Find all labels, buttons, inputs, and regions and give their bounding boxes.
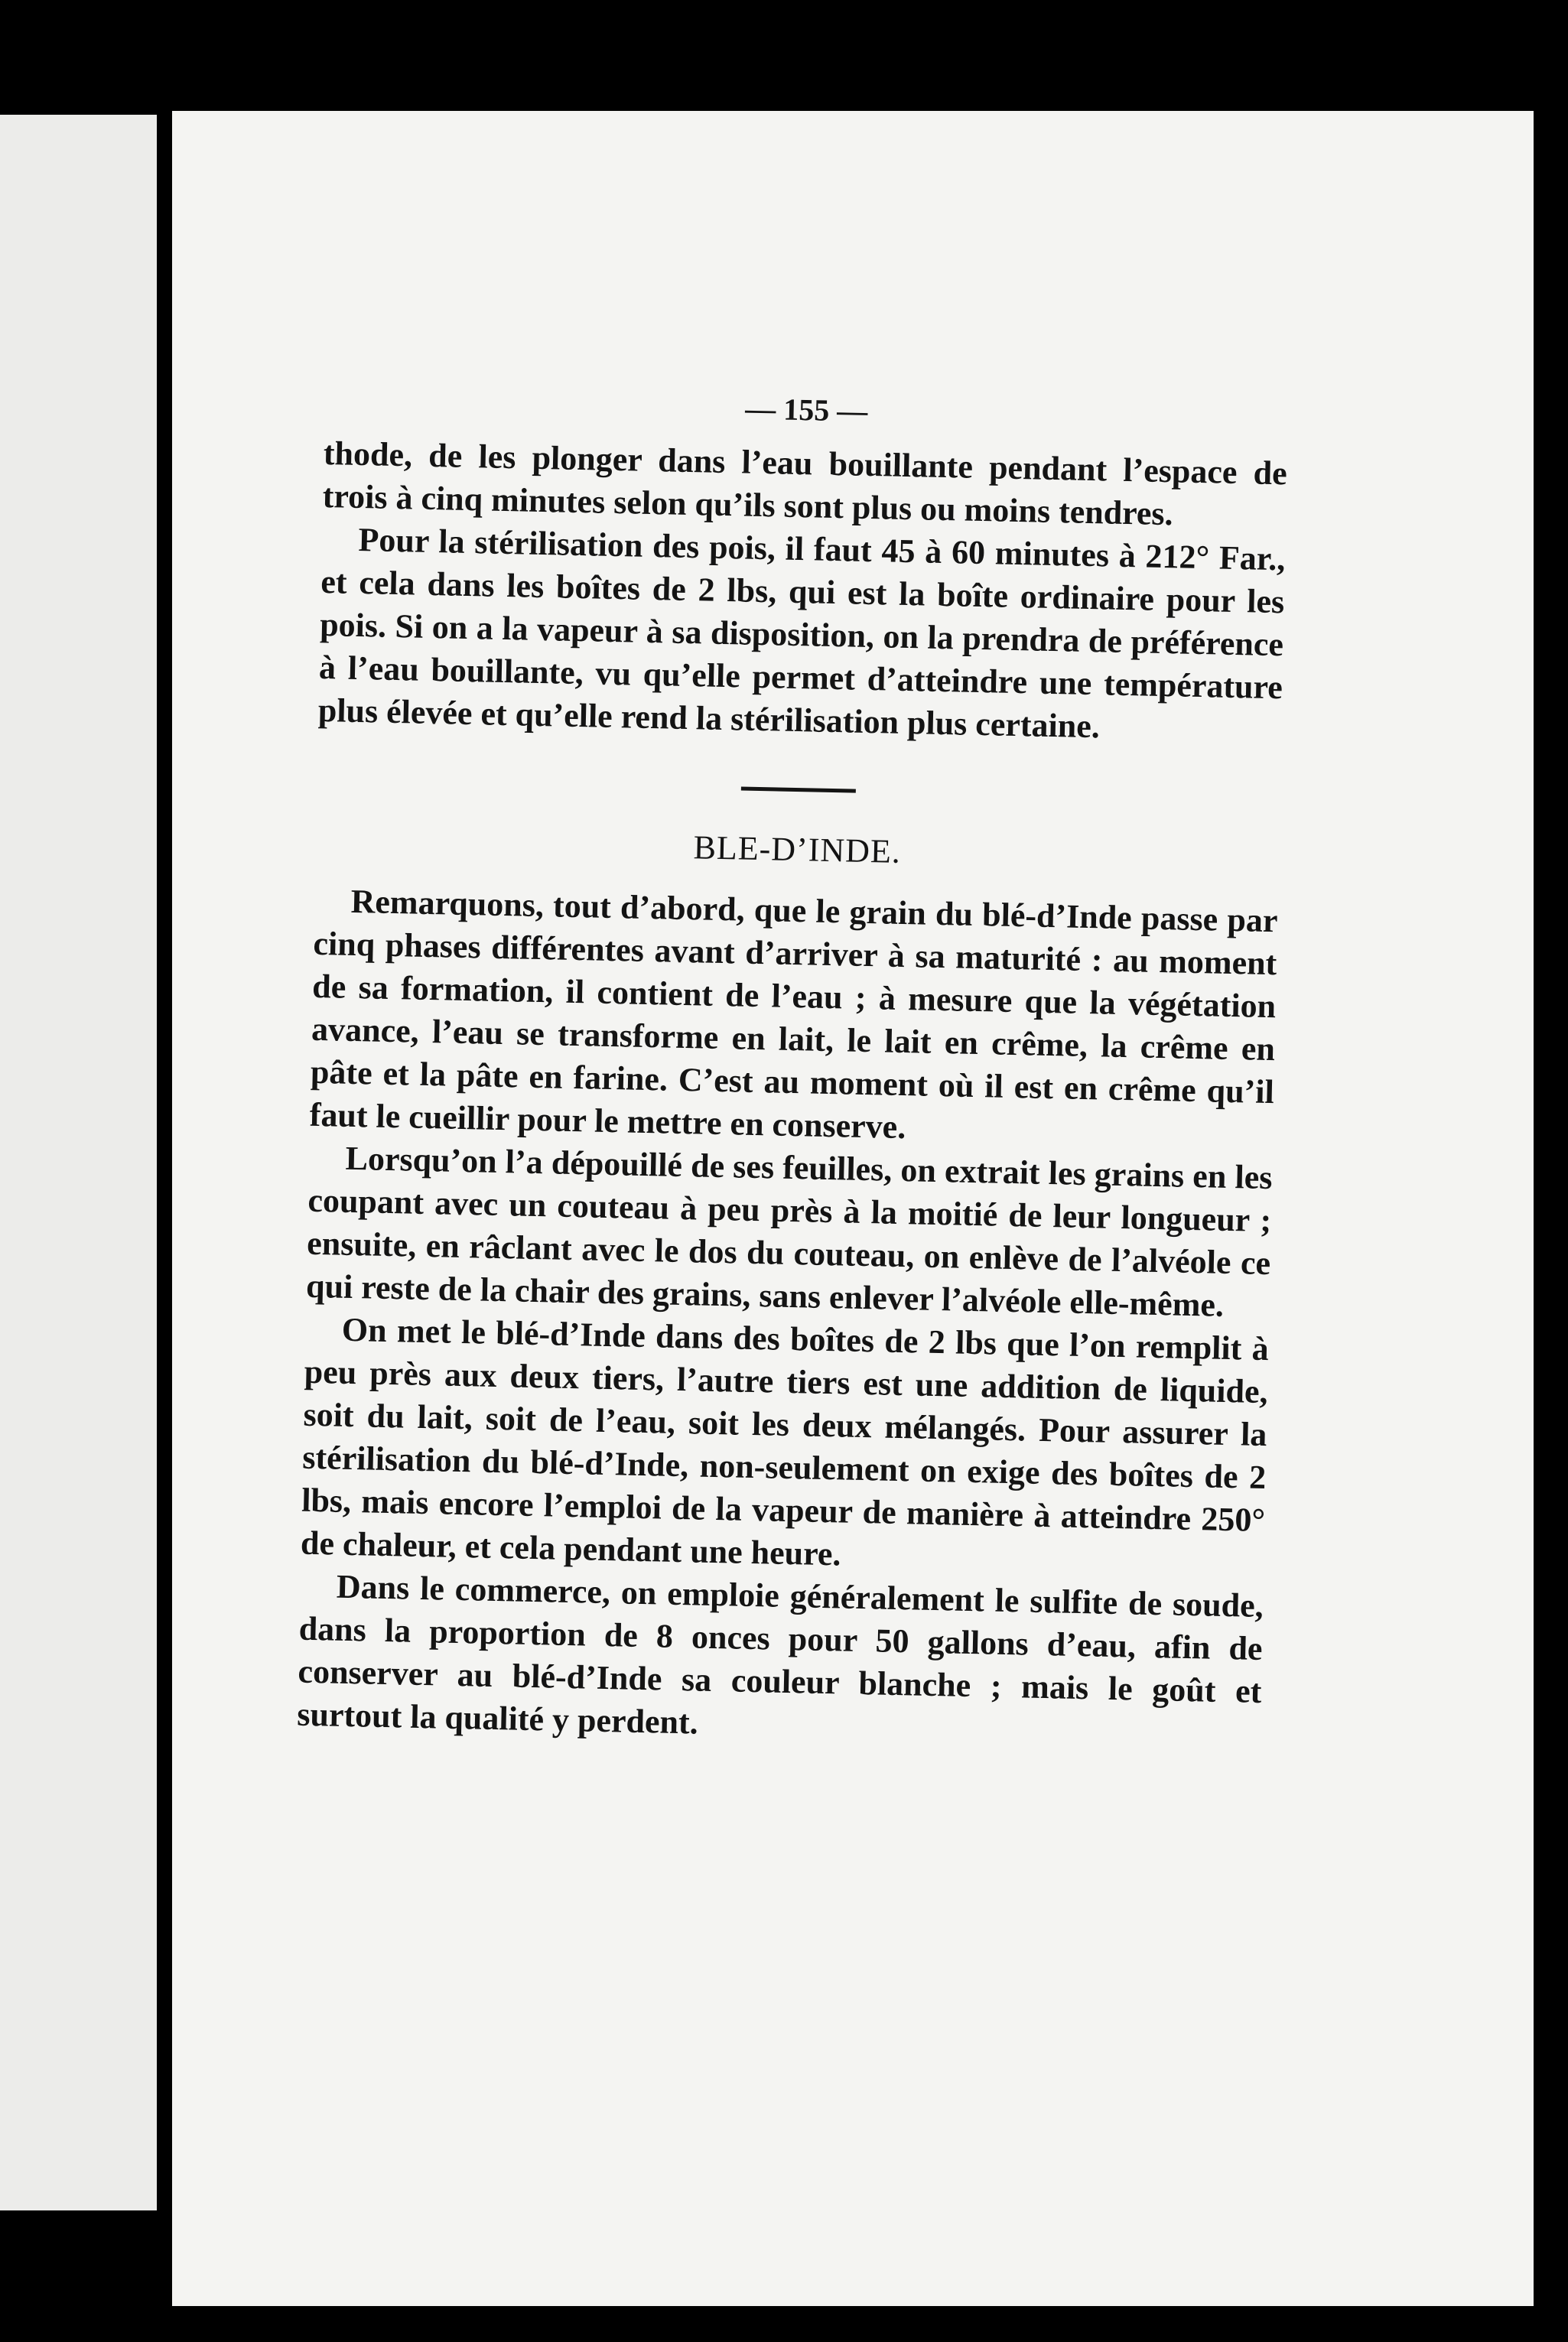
paragraph-maturity: Remarquons, tout d’abord, que le grain du blé-d’Inde passe par cinq phases différentes avant d’arriver à sa maturité : au moment de sa formation, il contient de l’eau ; à mesure que la végétation avance, l’eau se transforme en lait, le lait en crême, la crême en pâte et la pâte en farine. C’est au moment où il est en crême qu’il faut le cueillir pour le mettre en conserve.: [309, 882, 1278, 1147]
paragraph-commerce: Dans le commerce, on emploie généralement le sulfite de soude, dans la proportion de 8 onces pour 50 gallons d’eau, afin de conserver au blé-d’Inde sa couleur blanche ; mais le goût et surtout la qualité y perdent.: [296, 1567, 1264, 1742]
paragraph-peas: Pour la stérilisation des pois, il faut 45 à 60 minutes à 212° Far., et cela dans les boîtes de 2 lbs, qui est la boîte ordinaire pour les pois. Si on a la vapeur à sa disposition, on la prendra de préférence à l’eau bouillante, vu qu’elle permet d’atteindre une température plus élevée et qu’elle rend la stérilisation plus certaine.: [317, 520, 1286, 746]
facing-page-edge: [0, 115, 157, 2210]
paragraph-extraction: Lorsqu’on l’a dépouillé de ses feuilles, on extrait les grains en les coupant avec un couteau à peu près à la moitié de leur longueur ; ensuite, en râclant avec le dos du couteau, on enlève de l’alvéole ce qui reste de la chair des grains, sans enlever l’alvéole elle-même.: [305, 1139, 1273, 1324]
page-number: — 155 —: [744, 391, 868, 428]
paragraph-canning: On met le blé-d’Inde dans des boîtes de 2 lbs que l’on remplit à peu près aux deux tiers, l’autre tiers est une addition de liquide, soit du lait, soit de l’eau, soit les deux mélangés. Pour assurer la stérilisation du blé-d’Inde, non-seulement on exige des boîtes de 2 lbs, mais encore l’emploi de la vapeur de manière à atteindre 250° de chaleur, et cela pendant une heure.: [300, 1310, 1270, 1573]
paragraph-continuation: thode, de les plonger dans l’eau bouillante pendant l’espace de trois à cinq minutes selon qu’ils sont plus ou moins tendres.: [322, 434, 1288, 533]
page-text: [297, 379, 1289, 1756]
book-page: [172, 111, 1534, 2306]
section-divider: [741, 787, 856, 793]
section-heading: BLE-D’INDE.: [693, 828, 902, 870]
